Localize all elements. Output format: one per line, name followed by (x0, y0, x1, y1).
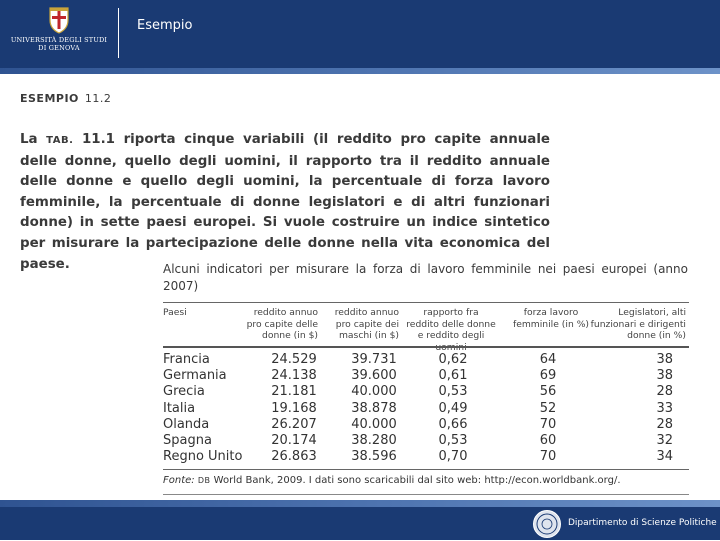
table-row (163, 449, 689, 465)
table-rule-final (163, 494, 689, 495)
cell-reddito-donne: 20.174 (271, 432, 317, 448)
header-divider (118, 8, 119, 58)
cell-rapporto: 0,61 (438, 368, 468, 384)
university-logo (10, 6, 108, 60)
cell-legislatori: 34 (656, 449, 673, 465)
cell-country: Italia (163, 400, 196, 416)
cell-reddito-maschi: 39.600 (351, 368, 397, 384)
footer-stripe (0, 500, 720, 507)
cell-rapporto: 0,53 (438, 384, 468, 400)
cell-reddito-maschi: 38.280 (351, 432, 397, 448)
table-row (163, 368, 689, 384)
table-rule-bottom (163, 469, 689, 470)
cell-country: Grecia (163, 384, 205, 400)
cell-reddito-maschi: 40.000 (351, 416, 397, 432)
table-row (163, 401, 689, 417)
cell-legislatori: 32 (656, 432, 673, 448)
cell-forza-lavoro: 70 (539, 416, 557, 432)
cell-forza-lavoro: 70 (539, 449, 557, 465)
cell-forza-lavoro: 64 (539, 352, 557, 367)
table-source (163, 475, 621, 486)
cell-reddito-maschi: 40.000 (351, 384, 397, 400)
slide-content (16, 88, 686, 500)
table-rule-header (163, 346, 689, 348)
column-header-reddito-maschi: reddito annuo pro capite dei maschi (in $) (334, 307, 399, 341)
column-header-reddito-donne: reddito annuo pro capite delle donne (in $) (246, 307, 318, 341)
cell-reddito-donne: 24.529 (271, 352, 317, 367)
table-row (163, 433, 689, 449)
column-header-paesi: Paesi (163, 307, 187, 318)
table-row (163, 352, 689, 368)
cell-forza-lavoro: 56 (539, 384, 557, 400)
source-label: Fonte: (163, 475, 195, 486)
department-seal-icon (533, 510, 561, 538)
column-header-rapporto: rapporto fra reddito delle donne e reddito degli (406, 307, 496, 341)
example-number: 11.2 (84, 92, 112, 105)
cell-rapporto: 0,62 (438, 352, 468, 367)
cell-country: Spagna (163, 432, 212, 448)
cell-forza-lavoro: 69 (539, 368, 557, 384)
cell-legislatori: 33 (656, 400, 673, 416)
logo-line-1: UNIVERSITÀ DEGLI STUDI (10, 36, 108, 44)
header-bar (0, 0, 720, 68)
table-row (163, 384, 689, 400)
cell-reddito-donne: 21.181 (271, 384, 317, 400)
cell-reddito-maschi: 38.596 (351, 449, 397, 465)
cell-reddito-donne: 26.207 (271, 416, 317, 432)
example-paragraph (20, 130, 550, 275)
cell-reddito-maschi: 39.731 (351, 352, 397, 367)
cell-forza-lavoro: 60 (539, 432, 557, 448)
cell-country: Regno Unito (163, 449, 243, 465)
cell-legislatori: 28 (656, 416, 673, 432)
university-crest-icon (48, 6, 70, 34)
cell-rapporto: 0,53 (438, 432, 468, 448)
table-body (163, 352, 689, 465)
cell-forza-lavoro: 52 (539, 400, 557, 416)
column-header-legislatori: Legislatori, alti funzionari e dirigenti donne (in %) (590, 307, 686, 341)
source-db: DB (197, 476, 211, 485)
cell-legislatori: 28 (656, 384, 673, 400)
page-title: Esempio (137, 18, 193, 33)
example-heading (20, 92, 111, 105)
tab-reference: TAB. (46, 135, 74, 146)
seal-graphic (534, 511, 560, 537)
cell-country: Olanda (163, 416, 210, 432)
paragraph-rest: 11.1 riporta cinque variabili (il reddito pro capite annuale delle donne, quello degli uomini, il rapporto tra il reddito annuale delle donne e quello degli uomini, la percentuale di forza lavoro femminile, la percentuale di donne legislatori e di altri funzionari donne) in sette paesi europei. Si vuole costruire un indice sintetico per misurare la partecipazione delle donne nella vita economica del paese. (20, 132, 550, 272)
cell-rapporto: 0,70 (438, 449, 468, 465)
table-title: Alcuni indicatori per misurare la forza di lavoro femminile nei paesi europei (anno 2007) (163, 262, 688, 293)
cell-reddito-maschi: 38.878 (351, 400, 397, 416)
column-header-forza-lavoro: forza lavoro femminile (in %) (512, 307, 590, 330)
table-rule-top (163, 302, 689, 303)
example-label: ESEMPIO (20, 92, 79, 105)
cell-legislatori: 38 (656, 352, 673, 367)
cell-rapporto: 0,66 (438, 416, 468, 432)
paragraph-start: La (20, 132, 47, 147)
cell-country: Germania (163, 368, 227, 384)
cell-reddito-donne: 24.138 (271, 368, 317, 384)
header-stripe (0, 68, 720, 74)
department-name: Dipartimento di Scienze Politiche (568, 518, 717, 528)
source-text: World Bank, 2009. I dati sono scaricabili dal sito web: http://econ.worldbank.org/. (210, 475, 621, 486)
table-row (163, 417, 689, 433)
cell-legislatori: 38 (656, 368, 673, 384)
cell-reddito-donne: 19.168 (271, 400, 317, 416)
logo-line-2: DI GENOVA (38, 44, 80, 52)
cell-rapporto: 0,49 (438, 400, 468, 416)
cell-reddito-donne: 26.863 (271, 449, 317, 465)
cell-country: Francia (163, 352, 210, 367)
